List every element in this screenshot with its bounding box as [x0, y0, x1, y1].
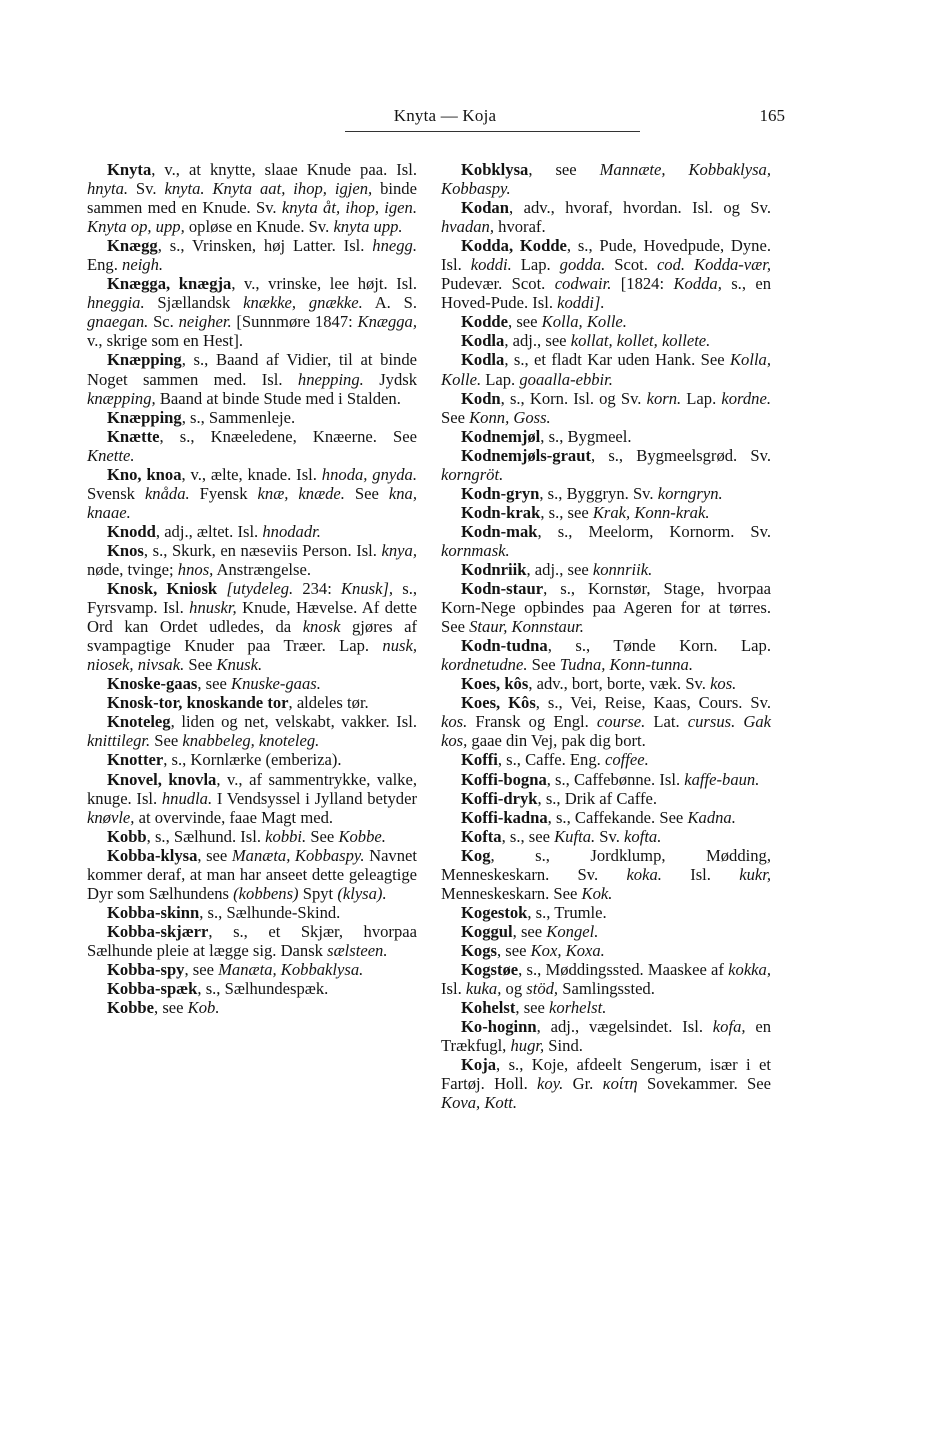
italic-text: codwair.: [554, 274, 612, 294]
italic-text: hnudla.: [161, 788, 213, 808]
italic-text: Kolla, Kolle.: [541, 312, 627, 332]
entry-text: Knude, Hævelse. Af dette Ord kan Ordet udledes, da: [87, 598, 417, 637]
italic-text: hugr,: [510, 1036, 545, 1056]
entry-text: See: [344, 483, 389, 503]
entry-text: Sv.: [595, 826, 625, 846]
italic-text: [utydeleg.: [226, 579, 294, 599]
dictionary-entry: [87, 960, 417, 979]
dictionary-entry: [87, 160, 417, 236]
entry-text: , see: [508, 312, 542, 332]
dictionary-entry: [441, 579, 771, 636]
dictionary-entry: [441, 312, 771, 331]
entry-text: Fyensk: [189, 483, 258, 503]
entry-text: hvoraf.: [494, 217, 546, 237]
entry-text: , liden og net, velskabt, vakker. Isl.: [170, 712, 417, 732]
page-number: 165: [759, 106, 785, 125]
dictionary-entry: [441, 808, 771, 827]
entry-text: Svensk: [87, 483, 145, 503]
italic-text: hnegg.: [372, 236, 417, 256]
right-column: [441, 160, 771, 1112]
headword: Kodn: [461, 388, 501, 408]
entry-text: , s., et Skjær, hvorpaa Sælhunde pleie at lægge sig. Dansk: [87, 921, 417, 960]
entry-text: 234:: [293, 579, 341, 599]
dictionary-entry: [441, 1055, 771, 1112]
entry-text: I Vendsyssel i Jylland betyder: [212, 788, 417, 808]
headword: Kobba-skjærr: [107, 921, 209, 941]
entry-text: , s., Byggryn. Sv.: [539, 483, 658, 503]
italic-text: Kolla, Kolle.: [441, 350, 771, 389]
headword: Kno, knoa: [107, 464, 182, 484]
dictionary-entry: [441, 331, 771, 350]
entry-text: , s., Bygmeelsgrød. Sv.: [590, 445, 771, 465]
headword: Kodn-krak: [461, 502, 541, 522]
entry-text: , s., Korn. Isl. og Sv.: [500, 388, 647, 408]
entry-text: , see: [154, 998, 188, 1018]
entry-text: , s., Bygmeel.: [540, 426, 632, 446]
entry-text: , s., Trumle.: [527, 902, 607, 922]
entry-text: , see: [515, 998, 550, 1018]
dictionary-entry: [87, 674, 417, 693]
entry-text: , s., see: [501, 826, 555, 846]
dictionary-entry: [441, 922, 771, 941]
entry-text: See: [150, 731, 183, 751]
italic-text: cursus. Gak kos,: [441, 712, 771, 751]
entry-text: [1824:: [611, 274, 674, 294]
headword: Kodnriik: [461, 559, 527, 579]
entry-text: , adj., see: [504, 331, 571, 351]
dictionary-entry: [87, 541, 417, 579]
entry-text: Sc.: [148, 312, 179, 332]
entry-text: Spyt: [298, 883, 338, 903]
headword: Koffi-dryk: [461, 788, 538, 808]
italic-text: knosk: [302, 617, 341, 637]
italic-text: kaffe-baun.: [684, 769, 760, 789]
italic-text: Kongel.: [546, 921, 599, 941]
entry-text: , s., et fladt Kar uden Hank. See: [504, 350, 730, 370]
dictionary-entry: [441, 674, 771, 693]
headword: Kodn-mak: [461, 521, 538, 541]
italic-text: korhelst.: [549, 998, 607, 1018]
entry-text: opløse en Knude. Sv.: [184, 217, 334, 237]
dictionary-entry: [441, 503, 771, 522]
italic-text: konnriik.: [592, 559, 653, 579]
entry-text: , s., Caffebønne. Isl.: [546, 769, 685, 789]
headword: Koes, kôs: [461, 674, 529, 694]
entry-text: Jydsk: [363, 369, 417, 389]
entry-text: , see: [528, 160, 600, 179]
headword: Koffi-bogna: [461, 769, 547, 789]
entry-text: , see: [184, 959, 219, 979]
italic-text: Knuske-gaas.: [231, 674, 321, 694]
italic-text: knåda.: [144, 483, 190, 503]
entry-text: See: [527, 655, 560, 675]
entry-text: Lap.: [481, 369, 520, 389]
entry-text: , aldeles tør.: [288, 693, 369, 713]
entry-text: binde sammen med en Knude. Sv.: [87, 179, 417, 218]
italic-text: kokka,: [728, 959, 771, 979]
headword: Koja: [461, 1055, 497, 1075]
entry-text: Lap.: [681, 388, 722, 408]
headword: Kogstøe: [461, 959, 519, 979]
dictionary-entry: [87, 846, 417, 903]
italic-text: Knusk],: [340, 579, 394, 599]
entry-text: Samlingssted.: [558, 979, 655, 999]
headword: Kogs: [461, 940, 497, 960]
dictionary-entry: [87, 712, 417, 750]
italic-text: knæ, knæde.: [257, 483, 345, 503]
entry-text: , s., Sælhund. Isl.: [146, 826, 266, 846]
headword: Koffi: [461, 750, 498, 770]
italic-text: koka.: [626, 864, 662, 884]
italic-text: kna, knaae.: [87, 483, 417, 522]
dictionary-entry: [87, 350, 417, 407]
headword: Kodnemjøls-graut: [461, 445, 591, 465]
entry-text: , adv., bort, borte, væk. Sv.: [528, 674, 711, 694]
entry-text: See: [441, 407, 470, 427]
dictionary-entry: [441, 770, 771, 789]
dictionary-entry: [87, 827, 417, 846]
italic-text: knittilegr.: [87, 731, 151, 751]
italic-text: κοίτη: [602, 1074, 638, 1094]
italic-text: korn.: [646, 388, 682, 408]
headword: Kodn-gryn: [461, 483, 540, 503]
entry-text: See: [306, 826, 339, 846]
italic-text: Kob.: [187, 998, 220, 1018]
entry-text: , s., Vrinsken, høj Latter. Isl.: [157, 236, 373, 256]
italic-text: course.: [596, 712, 646, 732]
italic-text: kornmask.: [441, 540, 510, 560]
italic-text: Konn, Goss.: [469, 407, 551, 427]
dictionary-entry: [87, 998, 417, 1017]
italic-text: knække, gnække.: [243, 293, 363, 313]
dictionary-entry: [441, 693, 771, 750]
entry-text: Pudevær. Scot.: [441, 274, 555, 294]
dictionary-entry: [441, 350, 771, 388]
italic-text: Krak, Konn-krak.: [592, 502, 710, 522]
entry-text: , s., Pude, Hovedpude, Dyne. Isl.: [441, 236, 771, 275]
headword: Kodde: [461, 312, 509, 332]
dictionary-entry: [87, 274, 417, 350]
italic-text: Manæta, Kobbaklysa.: [218, 959, 364, 979]
italic-text: goaalla-ebbir.: [519, 369, 613, 389]
entry-text: , adv., hvoraf, hvordan. Isl. og Sv.: [508, 198, 771, 218]
headword: Kodnemjøl: [461, 426, 541, 446]
entry-text: Sovekammer. See: [637, 1074, 772, 1094]
italic-text: Manæta, Kobbaspy.: [231, 845, 365, 865]
italic-text: Knusk.: [216, 655, 263, 675]
italic-text: Staur, Konnstaur.: [469, 617, 584, 637]
dictionary-entry: [87, 522, 417, 541]
entry-text: , s., Skurk, en næseviis Person. Isl.: [143, 540, 382, 560]
entry-text: en Trækfugl,: [441, 1017, 771, 1056]
italic-text: koddi.: [470, 255, 512, 275]
italic-text: korngröt.: [441, 464, 504, 484]
entry-text: , s., Baand af Vidier, til at binde Noget sammen med. Isl.: [87, 350, 417, 389]
entry-text: [217, 579, 226, 598]
entry-text: Navnet kommer deraf, at man har anseet dette geleagtige Dyr som Sælhundens: [87, 845, 417, 903]
dictionary-entry: [87, 903, 417, 922]
italic-text: kos.: [710, 674, 737, 694]
italic-text: gnaegan.: [87, 312, 149, 332]
entry-text: Sv.: [128, 179, 165, 199]
dictionary-entry: [441, 960, 771, 998]
dictionary-entry: [441, 903, 771, 922]
italic-text: Kadna.: [687, 807, 736, 827]
dictionary-entry: [441, 846, 771, 903]
entry-text: , s., Sælhunde-Skind.: [199, 902, 341, 922]
italic-text: Kodda,: [673, 274, 722, 294]
italic-text: hvadan,: [441, 217, 494, 237]
italic-text: kuka,: [465, 979, 502, 999]
italic-text: hnuskr,: [189, 598, 237, 618]
italic-text: knøvle,: [87, 807, 135, 827]
italic-text: Kobbe.: [338, 826, 386, 846]
headword: Knætte: [107, 426, 160, 446]
entry-text: gaae din Vej, pak dig bort.: [467, 731, 646, 751]
headword: Kodn-tudna: [461, 636, 548, 656]
headword: Knosk, Kniosk: [107, 579, 218, 599]
dictionary-entry: [441, 522, 771, 560]
italic-text: kos.: [441, 712, 468, 732]
entry-text: Scot.: [605, 255, 657, 275]
headword: Kobb: [107, 826, 147, 846]
dictionary-entry: [441, 198, 771, 236]
entry-text: , see: [197, 845, 232, 865]
entry-text: , v., at knytte, slaae Knude paa. Isl.: [151, 160, 417, 179]
entry-text: Sind.: [544, 1036, 583, 1056]
headword: Kodn-staur: [461, 579, 544, 599]
dictionary-entry: [87, 750, 417, 769]
dictionary-entry: [441, 789, 771, 808]
entry-text: , v., ælte, knade. Isl.: [181, 464, 322, 484]
headword: Kobba-klysa: [107, 845, 198, 865]
entry-text: , s., Møddingssted. Maaskee af: [518, 959, 729, 979]
entry-text: , s., see: [540, 502, 593, 522]
italic-text: koddi].: [557, 293, 605, 313]
headword: Knægga, knægja: [107, 274, 232, 294]
italic-text: (klysa).: [337, 883, 387, 903]
entry-text: [Sunnmøre 1847:: [231, 312, 358, 332]
entry-text: nøde, tvinge;: [87, 559, 178, 579]
dictionary-entry: [87, 465, 417, 522]
dictionary-entry: [441, 160, 771, 198]
italic-text: kordne.: [721, 388, 771, 408]
headword: Knyta: [107, 160, 152, 179]
entry-text: , s., Knæeledene, Knæerne. See: [159, 426, 417, 446]
italic-text: knyta åt, ihop, igen. Knyta op, upp,: [87, 198, 417, 237]
dictionary-entry: [441, 389, 771, 427]
italic-text: hnodadr.: [262, 521, 321, 541]
entry-text: , see: [496, 940, 531, 960]
headword: Kodan: [461, 198, 509, 218]
headword: Kobbe: [107, 998, 155, 1018]
italic-text: hnepping.: [297, 369, 364, 389]
headword: Knovel, knovla: [107, 769, 217, 789]
dictionary-entry: [441, 1017, 771, 1055]
dictionary-entry: [87, 770, 417, 827]
entry-text: , s., Caffekande. See: [547, 807, 688, 827]
dictionary-entry: [87, 579, 417, 674]
headword: Kogestok: [461, 902, 528, 922]
headword: Kohelst: [461, 998, 516, 1018]
entry-text: , s., Kornstør, Stage, hvorpaa Korn-Nege opbindes paa Ageren for at tørres. See: [441, 579, 771, 637]
dictionary-entry: [87, 236, 417, 274]
entry-text: , s., Koje, afdeelt Sengerum, især i et Fartøj. Holl.: [441, 1055, 771, 1094]
italic-text: kukr,: [739, 864, 771, 884]
entry-text: v., skrige som en Hest].: [87, 331, 244, 351]
entry-text: , see: [512, 921, 547, 941]
entry-text: , adj., vægelsindet. Isl.: [536, 1017, 713, 1037]
dictionary-entry: [441, 827, 771, 846]
headword: Knægg: [107, 236, 158, 256]
entry-text: , s., Tønde Korn. Lap.: [547, 636, 771, 656]
headword: Koffi-kadna: [461, 807, 548, 827]
dictionary-entry: [441, 998, 771, 1017]
italic-text: korngryn.: [657, 483, 723, 503]
italic-text: kofta.: [624, 826, 662, 846]
italic-text: hnyta.: [87, 179, 129, 199]
entry-text: Lat.: [645, 712, 688, 732]
italic-text: kordnetudne.: [441, 655, 528, 675]
italic-text: godda.: [559, 255, 606, 275]
italic-text: Mannæte, Kobbaklysa, Kobbaspy.: [441, 160, 771, 199]
italic-text: hneggia.: [87, 293, 145, 313]
entry-text: Isl.: [661, 864, 740, 884]
entry-text: , s., Vei, Reise, Kaas, Cours. Sv.: [535, 693, 771, 713]
entry-text: , s., Drik af Caffe.: [537, 788, 658, 808]
italic-text: knyta. Knyta aat, ihop, igjen,: [164, 179, 373, 199]
dictionary-entry: [87, 693, 417, 712]
italic-text: sælsteen.: [327, 940, 388, 960]
italic-text: hnoda, gnyda.: [321, 464, 417, 484]
entry-text: gjøres af svampagtige Knuder paa Træer. Lap.: [87, 617, 417, 656]
italic-text: nusk, niosek, nivsak.: [87, 636, 417, 675]
headword: Kodla: [461, 350, 505, 370]
italic-text: neigher.: [178, 312, 232, 332]
entry-text: Isl.: [441, 979, 466, 999]
dictionary-entry: [87, 408, 417, 427]
headword: Knæpping: [107, 350, 182, 370]
dictionary-entry: [441, 484, 771, 503]
dictionary-entry: [441, 636, 771, 674]
italic-text: kollat, kollet, kollete.: [570, 331, 711, 351]
italic-text: hnos,: [177, 559, 214, 579]
italic-text: knyta upp.: [333, 217, 403, 237]
dictionary-entry: [87, 922, 417, 960]
entry-text: s., en Hoved-Pude. Isl.: [441, 274, 771, 313]
italic-text: koy.: [537, 1074, 564, 1094]
entry-text: , adj., æltet. Isl.: [155, 521, 263, 541]
italic-text: Kok.: [581, 883, 613, 903]
italic-text: stöd,: [526, 979, 559, 999]
italic-text: knya,: [381, 540, 417, 560]
italic-text: (kobbens): [233, 883, 299, 903]
entry-text: , s., Sammenleje.: [181, 407, 296, 427]
italic-text: knabbeleg, knoteleg.: [182, 731, 320, 751]
entry-text: Sjællandsk: [144, 293, 244, 313]
headword: Knos: [107, 540, 144, 560]
headword: Knodd: [107, 521, 156, 541]
entry-text: Eng.: [87, 255, 123, 275]
entry-text: og: [501, 979, 527, 999]
dictionary-entry: [441, 560, 771, 579]
headword: Kobba-spæk: [107, 979, 198, 999]
headword: Knoske-gaas: [107, 674, 198, 694]
dictionary-entry: [441, 750, 771, 769]
headword: Kobba-spy: [107, 959, 185, 979]
italic-text: neigh.: [122, 255, 164, 275]
headword: Koggul: [461, 921, 513, 941]
entry-text: Fransk og Engl.: [467, 712, 597, 732]
dictionary-entry: [441, 941, 771, 960]
header-rule: [345, 131, 640, 132]
italic-text: Kova, Kott.: [441, 1093, 518, 1113]
running-head: Knyta — Koja: [393, 106, 497, 125]
dictionary-entry: [441, 446, 771, 484]
entry-text: , s., Meelorm, Kornorm. Sv.: [537, 521, 771, 541]
entry-text: s., Fyrsvamp. Isl.: [87, 579, 417, 618]
entry-text: , v., vrinske, lee højt. Isl.: [231, 274, 417, 294]
headword: Knosk-tor, knoskande tor: [107, 693, 289, 713]
headword: Kobklysa: [461, 160, 529, 179]
dictionary-entry: [87, 979, 417, 998]
entry-text: at overvinde, faae Magt med.: [134, 807, 334, 827]
italic-text: Knægga,: [357, 312, 418, 332]
entry-text: See: [184, 655, 217, 675]
entry-text: , v., af sammentrykke, valke, knuge. Isl.: [87, 769, 417, 808]
entry-text: Menneskeskarn. See: [441, 883, 582, 903]
headword: Kog: [461, 845, 491, 865]
entry-text: , s., Jordklump, Mødding, Menneskeskarn. Sv.: [441, 845, 771, 884]
headword: Kobba-skinn: [107, 902, 200, 922]
headword: Kodda, Kodde: [461, 236, 567, 256]
entry-text: , s., Kornlærke (emberiza).: [163, 750, 342, 770]
italic-text: kofa,: [712, 1017, 746, 1037]
italic-text: knæpping,: [87, 388, 156, 408]
italic-text: cod. Kodda-vær,: [656, 255, 772, 275]
headword: Knæpping: [107, 407, 182, 427]
entry-text: Anstrængelse.: [213, 559, 312, 579]
entry-text: , s., Sælhundespæk.: [197, 979, 329, 999]
entry-text: Gr.: [563, 1074, 603, 1094]
italic-text: coffee.: [604, 750, 649, 770]
headword: Koes, Kôs: [461, 693, 536, 713]
italic-text: Tudna, Konn-tunna.: [559, 655, 693, 675]
entry-text: Baand at binde Stude med i Stalden.: [155, 388, 401, 408]
italic-text: Kox, Koxa.: [530, 940, 605, 960]
left-column: [87, 160, 417, 1017]
italic-text: Kufta.: [554, 826, 596, 846]
dictionary-entry: [87, 427, 417, 465]
entry-text: , adj., see: [526, 559, 593, 579]
dictionary-entry: [441, 427, 771, 446]
headword: Kodla: [461, 331, 505, 351]
headword: Knotter: [107, 750, 164, 770]
dictionary-entry: [441, 236, 771, 312]
entry-text: , see: [197, 674, 231, 694]
entry-text: A. S.: [362, 293, 418, 313]
headword: Knoteleg: [107, 712, 171, 732]
italic-text: Knette.: [87, 445, 135, 465]
headword: Kofta: [461, 826, 502, 846]
entry-text: , s., Caffe. Eng.: [497, 750, 605, 770]
entry-text: Lap.: [511, 255, 560, 275]
italic-text: kobbi.: [265, 826, 307, 846]
headword: Ko-hoginn: [461, 1017, 537, 1037]
